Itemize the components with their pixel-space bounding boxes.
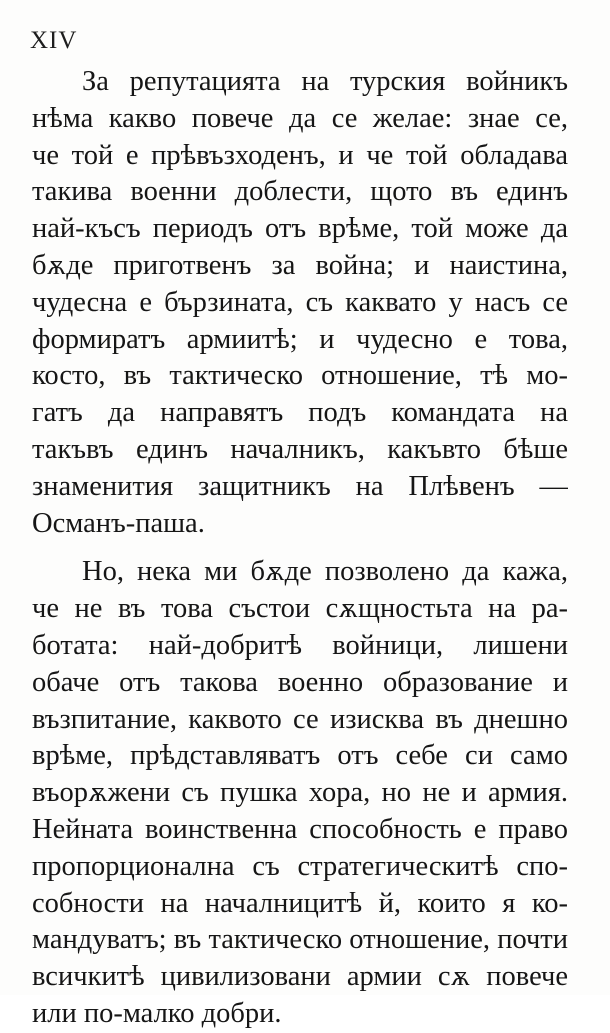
text-line: гатъ да направятъ подъ командата на bbox=[32, 397, 568, 429]
text-line: Османъ-паша. bbox=[32, 507, 205, 539]
paragraph-gap bbox=[32, 542, 568, 554]
paragraph-1 bbox=[32, 64, 568, 542]
text-line: врѣме, прѣдставляватъ отъ себе си само bbox=[32, 740, 568, 772]
text-line: нѣма какво повече да се желае: знае се, bbox=[32, 102, 568, 134]
text-line: пропорционална съ стратегическитѣ спо- bbox=[32, 850, 568, 882]
text-line: Нейната воинственна способность е право bbox=[32, 813, 568, 845]
text-line: косто, въ тактическо отношение, тѣ мо- bbox=[32, 360, 568, 392]
text-line: че той е прѣвъзходенъ, и че той обладава bbox=[32, 139, 568, 171]
text-line: мандуватъ; въ тактическо отношение, почти bbox=[32, 924, 568, 956]
text-line: знаменития защитникъ на Плѣвенъ — bbox=[32, 470, 568, 502]
page-number: XIV bbox=[30, 27, 78, 54]
body-text bbox=[32, 64, 568, 1033]
paragraph-2 bbox=[32, 554, 568, 1032]
text-line: обаче отъ такова военно образование и bbox=[32, 666, 568, 698]
text-line: формиратъ армиитѣ; и чудесно е това, bbox=[32, 323, 568, 355]
text-line: чудесна е бързината, съ каквато у насъ се bbox=[32, 286, 568, 318]
text-line: такъвъ единъ началникъ, какъвто бѣше bbox=[32, 433, 568, 465]
text-line: Но, нека ми бѫде позволено да кажа, bbox=[82, 556, 568, 588]
text-line: собности на началницитѣ й, които я ко- bbox=[32, 887, 568, 919]
text-line: всичкитѣ цивилизовани армии сѫ повече bbox=[32, 961, 568, 993]
text-line: въорѫжени съ пушка хора, но не и армия. bbox=[32, 777, 568, 809]
text-line: най-късъ периодъ отъ врѣме, той може да bbox=[32, 213, 568, 245]
text-line: такива военни доблести, щото въ единъ bbox=[32, 176, 568, 208]
text-line: бѫде приготвенъ за война; и наистина, bbox=[32, 249, 568, 281]
text-line: или по-малко добри. bbox=[32, 997, 282, 1029]
text-line: възпитание, каквото се изисква въ днешно bbox=[32, 703, 568, 735]
text-line: ботата: най-добритѣ войници, лишени bbox=[32, 629, 568, 661]
text-line: За репутацията на турския войникъ bbox=[82, 66, 568, 97]
text-line: че не въ това състои сѫщностьта на ра- bbox=[32, 593, 568, 625]
